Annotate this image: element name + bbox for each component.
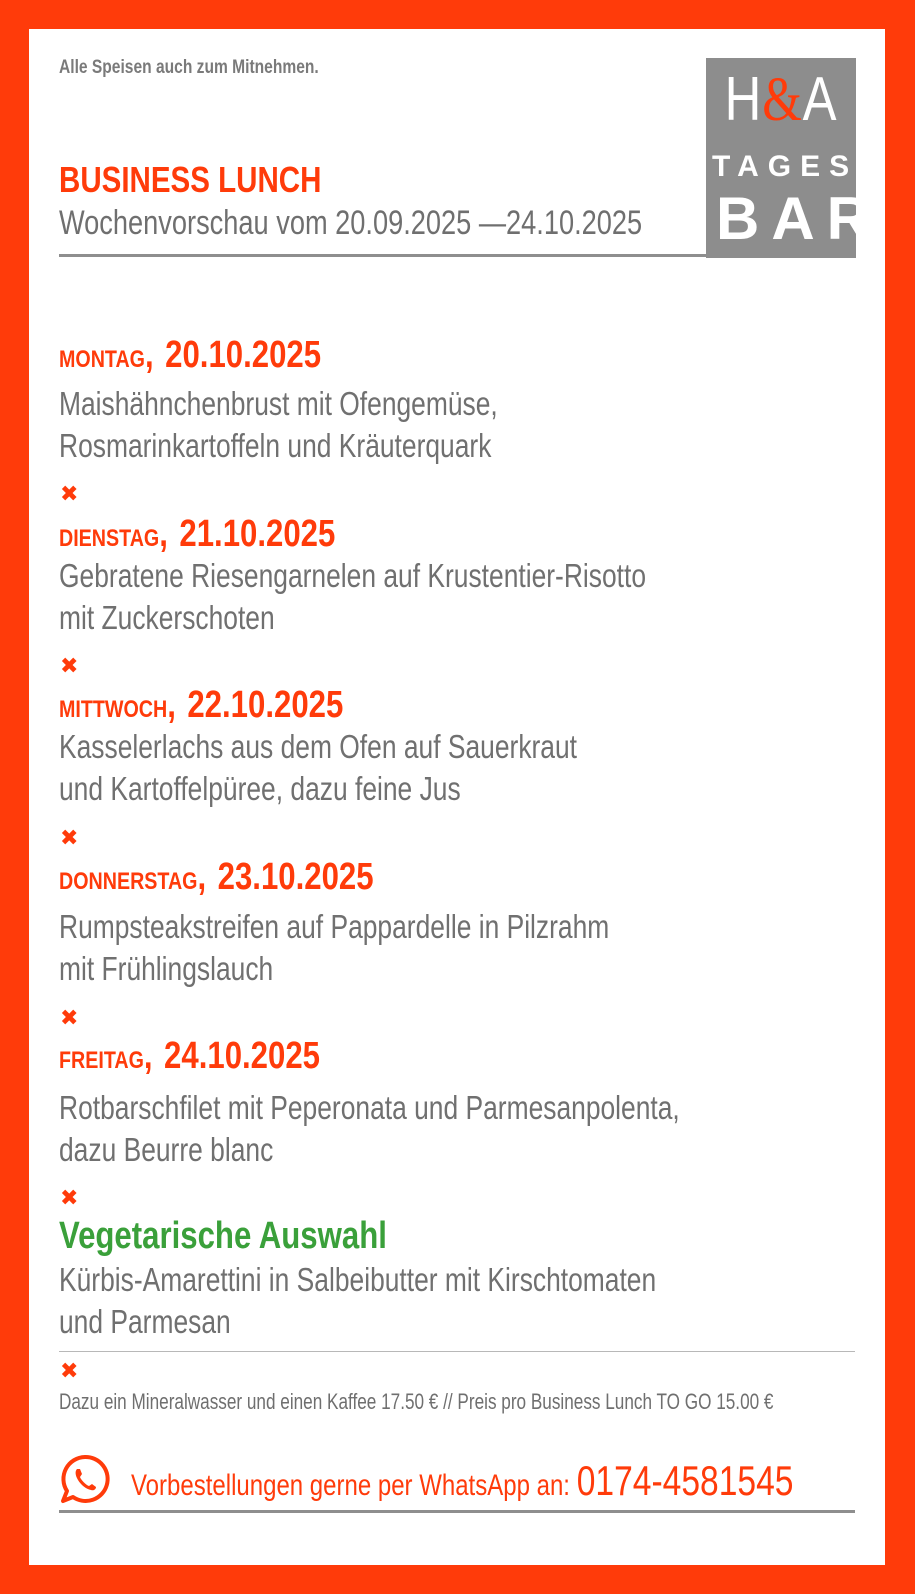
dish-monday: Maishähnchenbrust mit Ofengemüse, Rosmarinkartoffeln und Kräuterquark	[59, 385, 498, 464]
week-preview-subtitle: Wochenvorschau vom 20.09.2025 —24.10.2025	[59, 204, 643, 242]
footer-divider	[59, 1351, 855, 1352]
dish-tuesday: Gebratene Riesengarnelen auf Krustentier-Risotto mit Zuckerschoten	[59, 557, 647, 636]
separator-icon: ✖	[60, 653, 79, 678]
whatsapp-phone-link[interactable]: 0174-4581545	[576, 1457, 794, 1504]
brand-logo	[706, 58, 882, 258]
header-divider	[59, 254, 711, 257]
day-heading-wednesday: MITTWOCH, 22.10.2025	[59, 684, 344, 726]
whatsapp-text: Vorbestellungen gerne per WhatsApp an:	[131, 1469, 570, 1502]
separator-icon: ✖	[60, 1185, 79, 1210]
separator-icon: ✖	[60, 1005, 79, 1030]
takeaway-note: Alle Speisen auch zum Mitnehmen.	[59, 57, 319, 78]
logo-bar: BAR	[716, 185, 882, 252]
logo-ha: H&A	[724, 65, 838, 134]
logo-tages: TAGES	[712, 150, 859, 183]
day-heading-tuesday: DIENSTAG, 21.10.2025	[59, 513, 336, 555]
dish-friday: Rotbarschfilet mit Peperonata und Parmesanpolenta, dazu Beurre blanc	[59, 1089, 680, 1168]
page-title: BUSINESS LUNCH	[59, 159, 322, 200]
separator-icon: ✖	[60, 1358, 79, 1383]
whatsapp-order-line	[131, 1457, 793, 1505]
dish-wednesday: Kasselerlachs aus dem Ofen auf Sauerkraut und Kartoffelpüree, dazu feine Jus	[59, 728, 578, 807]
separator-icon: ✖	[60, 825, 79, 850]
separator-icon: ✖	[60, 481, 79, 506]
day-heading-friday: FREITAG, 24.10.2025	[59, 1035, 321, 1077]
price-footer: Dazu ein Mineralwasser und einen Kaffee 17.50 € // Preis pro Business Lunch TO GO 15.00 €	[59, 1389, 774, 1414]
whatsapp-icon[interactable]	[59, 1453, 111, 1505]
day-heading-monday: MONTAG, 20.10.2025	[59, 334, 322, 376]
vegetarian-heading: Vegetarische Auswahl	[59, 1215, 387, 1257]
dish-vegetarian: Kürbis-Amarettini in Salbeibutter mit Kirschtomaten und Parmesan	[59, 1261, 657, 1340]
menu-card	[29, 29, 885, 1565]
dish-thursday: Rumpsteakstreifen auf Pappardelle in Pilzrahm mit Frühlingslauch	[59, 908, 610, 987]
day-heading-thursday: DONNERSTAG, 23.10.2025	[59, 856, 374, 898]
bottom-divider	[59, 1510, 855, 1513]
